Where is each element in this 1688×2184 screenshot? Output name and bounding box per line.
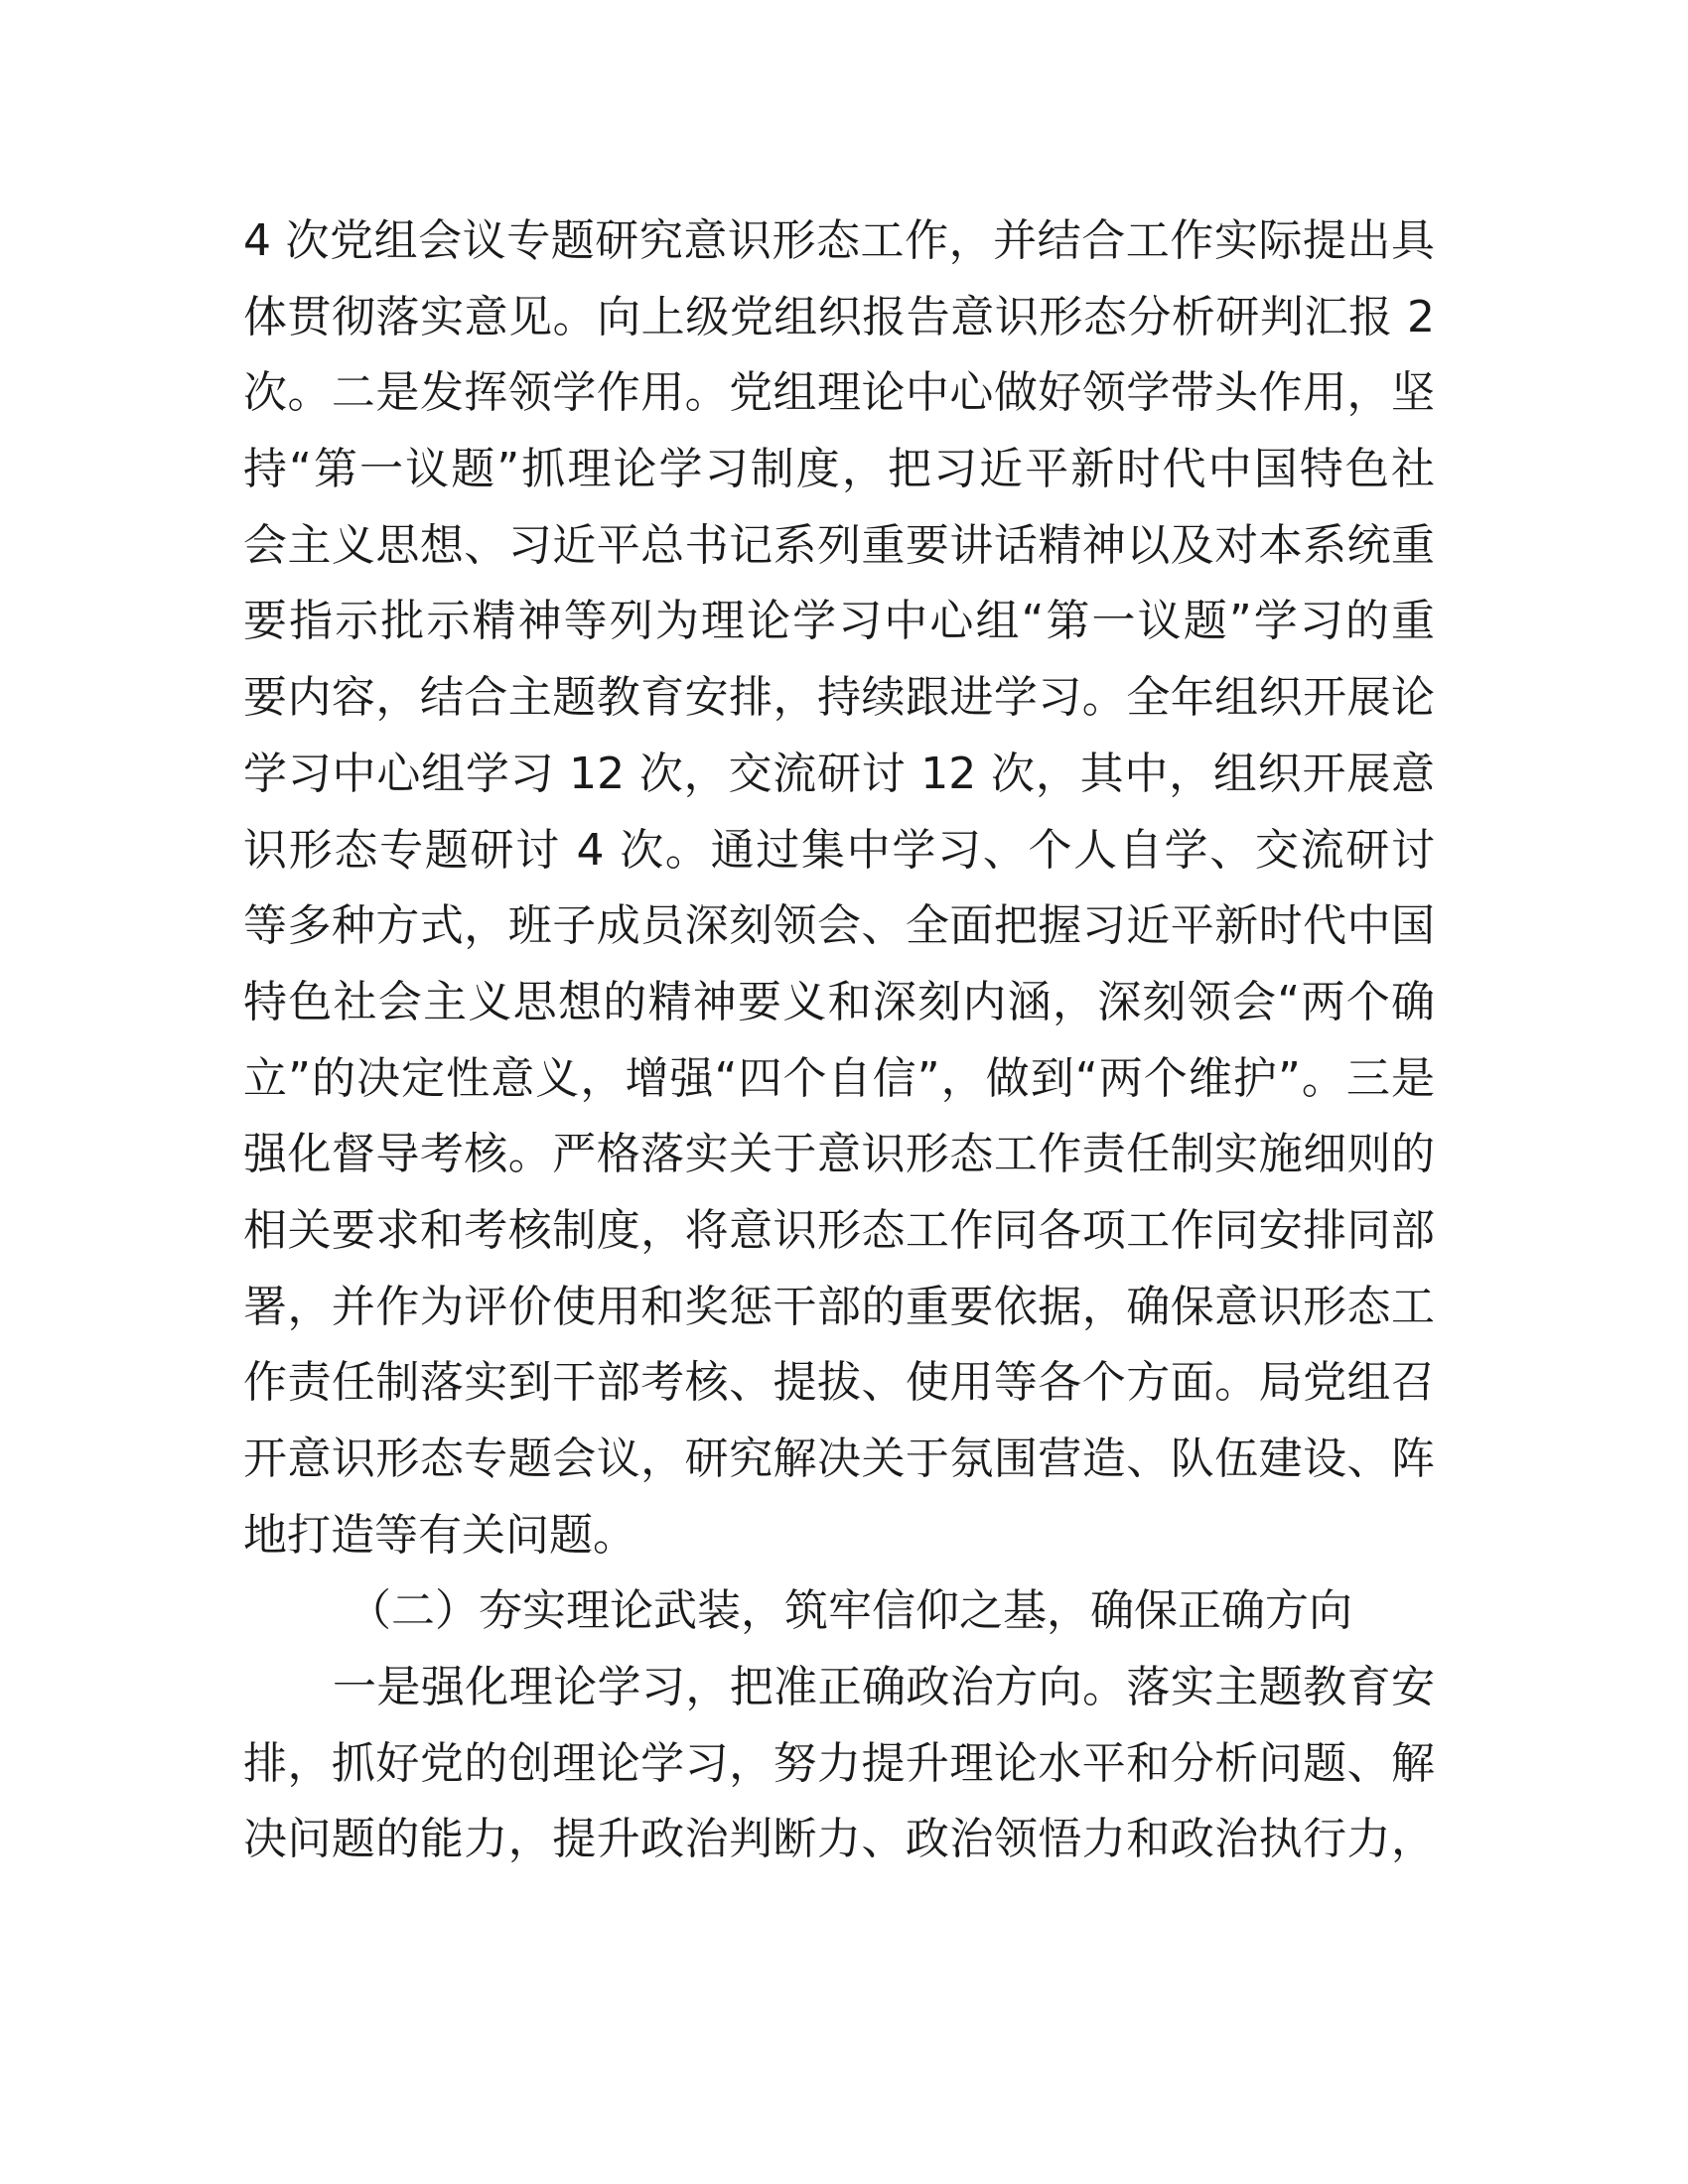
text-line: 体贯彻落实意见。向上级党组织报告意识形态分析研判汇报 2 (243, 291, 1435, 342)
text-line: 地打造等有关问题。 (243, 1509, 636, 1561)
text-line: 会主义思想、习近平总书记系列重要讲话精神以及对本系统重 (243, 519, 1435, 571)
text-line: 等多种方式，班子成员深刻领会、全面把握习近平新时代中国 (243, 900, 1435, 952)
heading-text: （二）夯实理论武装，筑牢信仰之基，确保正确方向 (348, 1585, 1352, 1637)
text-line: 次。二是发挥领学作用。党组理论中心做好领学带头作用，坚 (243, 367, 1435, 419)
text-line: 排，抓好党的创理论学习，努力提升理论水平和分析问题、解 (243, 1737, 1435, 1789)
text-line: 署，并作为评价使用和奖惩干部的重要依据，确保意识形态工 (243, 1281, 1435, 1332)
text-line: 4 次党组会议专题研究意识形态工作，并结合工作实际提出具 (243, 215, 1435, 266)
text-line: 持“第一议题”抓理论学习制度，把习近平新时代中国特色社 (243, 444, 1435, 495)
body-paragraph (243, 204, 1435, 1573)
text-line: 强化督导考核。严格落实关于意识形态工作责任制实施细则的 (243, 1129, 1435, 1180)
text-line: 特色社会主义思想的精神要义和深刻内涵，深刻领会“两个确 (243, 976, 1435, 1027)
document-body (243, 204, 1435, 1878)
text-line: 决问题的能力，提升政治判断力、政治领悟力和政治执行力， (243, 1814, 1435, 1865)
text-line: 一是强化理论学习，把准正确政治方向。落实主题教育安 (333, 1662, 1435, 1713)
text-line: 作责任制落实到干部考核、提拔、使用等各个方面。局党组召 (243, 1357, 1435, 1409)
section-heading (243, 1573, 1435, 1650)
text-line: 相关要求和考核制度，将意识形态工作同各项工作同安排同部 (243, 1204, 1435, 1256)
text-line: 要指示批示精神等列为理论学习中心组“第一议题”学习的重 (243, 596, 1435, 647)
body-paragraph (243, 1650, 1435, 1878)
text-line: 学习中心组学习 12 次，交流研讨 12 次，其中，组织开展意 (243, 748, 1435, 799)
text-line: 识形态专题研讨 4 次。通过集中学习、个人自学、交流研讨 (243, 824, 1435, 876)
text-line: 立”的决定性意义，增强“四个自信”，做到“两个维护”。三是 (243, 1052, 1435, 1104)
text-line: 开意识形态专题会议，研究解决关于氛围营造、队伍建设、阵 (243, 1433, 1435, 1484)
text-line: 要内容，结合主题教育安排，持续跟进学习。全年组织开展论 (243, 672, 1435, 724)
